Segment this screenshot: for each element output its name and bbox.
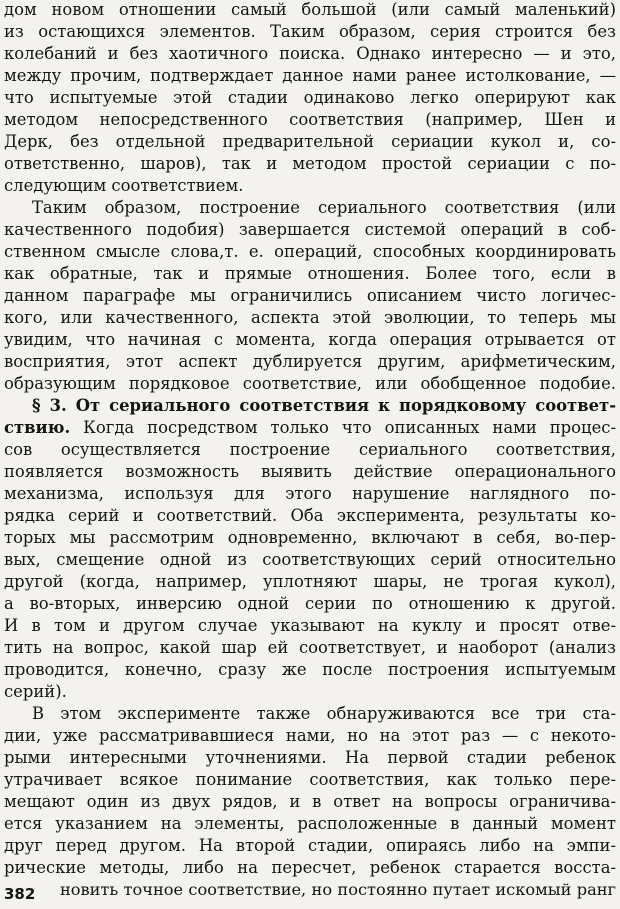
text-line: рядка серий и соответствий. Оба эксперимента, результаты ко-	[4, 506, 616, 525]
text-line: качественного подобия) завершается системой операций в соб-	[4, 220, 616, 239]
text-line: рические методы, либо на пересчет, ребенок старается восста-	[4, 858, 616, 877]
text-line: между прочим, подтверждает данное нами ранее истолкование, —	[4, 66, 616, 85]
text-line: восприятия, этот аспект дублируется другим, арифметическим,	[4, 352, 616, 371]
text-line: дии, уже рассматривавшиеся нами, но на этот раз — с некото-	[4, 726, 616, 745]
text-line: мещают один из двух рядов, и в ответ на вопросы ограничива-	[4, 792, 616, 811]
text-line: новить точное соответствие, но постоянно путает искомый ранг	[60, 880, 616, 899]
text-line: торых мы рассмотрим одновременно, включают в себя, во-пер-	[4, 528, 616, 547]
text-line: что испытуемые этой стадии одинаково легко оперируют как	[4, 88, 616, 107]
text-line: проводится, конечно, сразу же после построения испытуемым	[4, 660, 616, 679]
text-line: ответственно, шаров), так и методом простой сериации с по-	[4, 154, 616, 173]
text-fragment: Когда посредством только что описанных нами процес-	[70, 418, 616, 437]
text-line: В этом эксперименте также обнаруживаются все три ста-	[32, 704, 616, 723]
page-number: 382	[4, 885, 36, 903]
section-heading-tail: ствию.	[4, 418, 71, 437]
text-line: увидим, что начиная с момента, когда операция отрывается от	[4, 330, 616, 349]
text-line: вых, смещение одной из соответствующих серий относительно	[4, 550, 616, 569]
text-line: кого, или качественного, аспекта этой эволюции, то теперь мы	[4, 308, 616, 327]
section-heading: § 3. От сериального соответствия к порядковому соответ-	[32, 396, 616, 415]
text-line: а во-вторых, инверсию одной серии по отношению к другой.	[4, 594, 616, 613]
text-line: Таким образом, построение сериального соответствия (или	[32, 198, 616, 217]
text-line	[4, 418, 616, 438]
text-line: сов осуществляется построение сериального соответствия,	[4, 440, 616, 459]
text-line: как обратные, так и прямые отношения. Более того, если в	[4, 264, 616, 283]
text-line: образующим порядковое соответствие, или обобщенное подобие.	[4, 374, 616, 393]
text-line: механизма, используя для этого нарушение наглядного по-	[4, 484, 616, 503]
text-line: тить на вопрос, какой шар ей соответствует, и наоборот (анализ	[4, 638, 616, 657]
text-line: методом непосредственного соответствия (например, Шен и	[4, 110, 616, 129]
text-line: серий).	[4, 682, 67, 701]
text-line: друг перед другом. На второй стадии, опираясь либо на эмпи-	[4, 836, 616, 855]
text-line: ственном смысле слова,т. е. операций, способных координировать	[4, 242, 616, 261]
text-line: появляется возможность выявить действие операционального	[4, 462, 616, 481]
text-line: утрачивает всякое понимание соответствия, как только пере-	[4, 770, 616, 789]
text-line: ется указанием на элементы, расположенные в данный момент	[4, 814, 616, 833]
text-line: Дерк, без отдельной предварительной сериации кукол и, со-	[4, 132, 616, 151]
text-line: рыми интересными уточнениями. На первой стадии ребенок	[4, 748, 616, 767]
text-line: дом новом отношении самый большой (или самый маленький)	[4, 0, 616, 19]
text-line: И в том и другом случае указывают на куклу и просят отве-	[4, 616, 616, 635]
text-line: данном параграфе мы ограничились описанием чисто логичес-	[4, 286, 616, 305]
text-line: из остающихся элементов. Таким образом, серия строится без	[4, 22, 616, 41]
text-line: колебаний и без хаотичного поиска. Однако интересно — и это,	[4, 44, 616, 63]
text-line: другой (когда, например, уплотняют шары, не трогая кукол),	[4, 572, 616, 591]
text-line: следующим соответствием.	[4, 176, 244, 195]
